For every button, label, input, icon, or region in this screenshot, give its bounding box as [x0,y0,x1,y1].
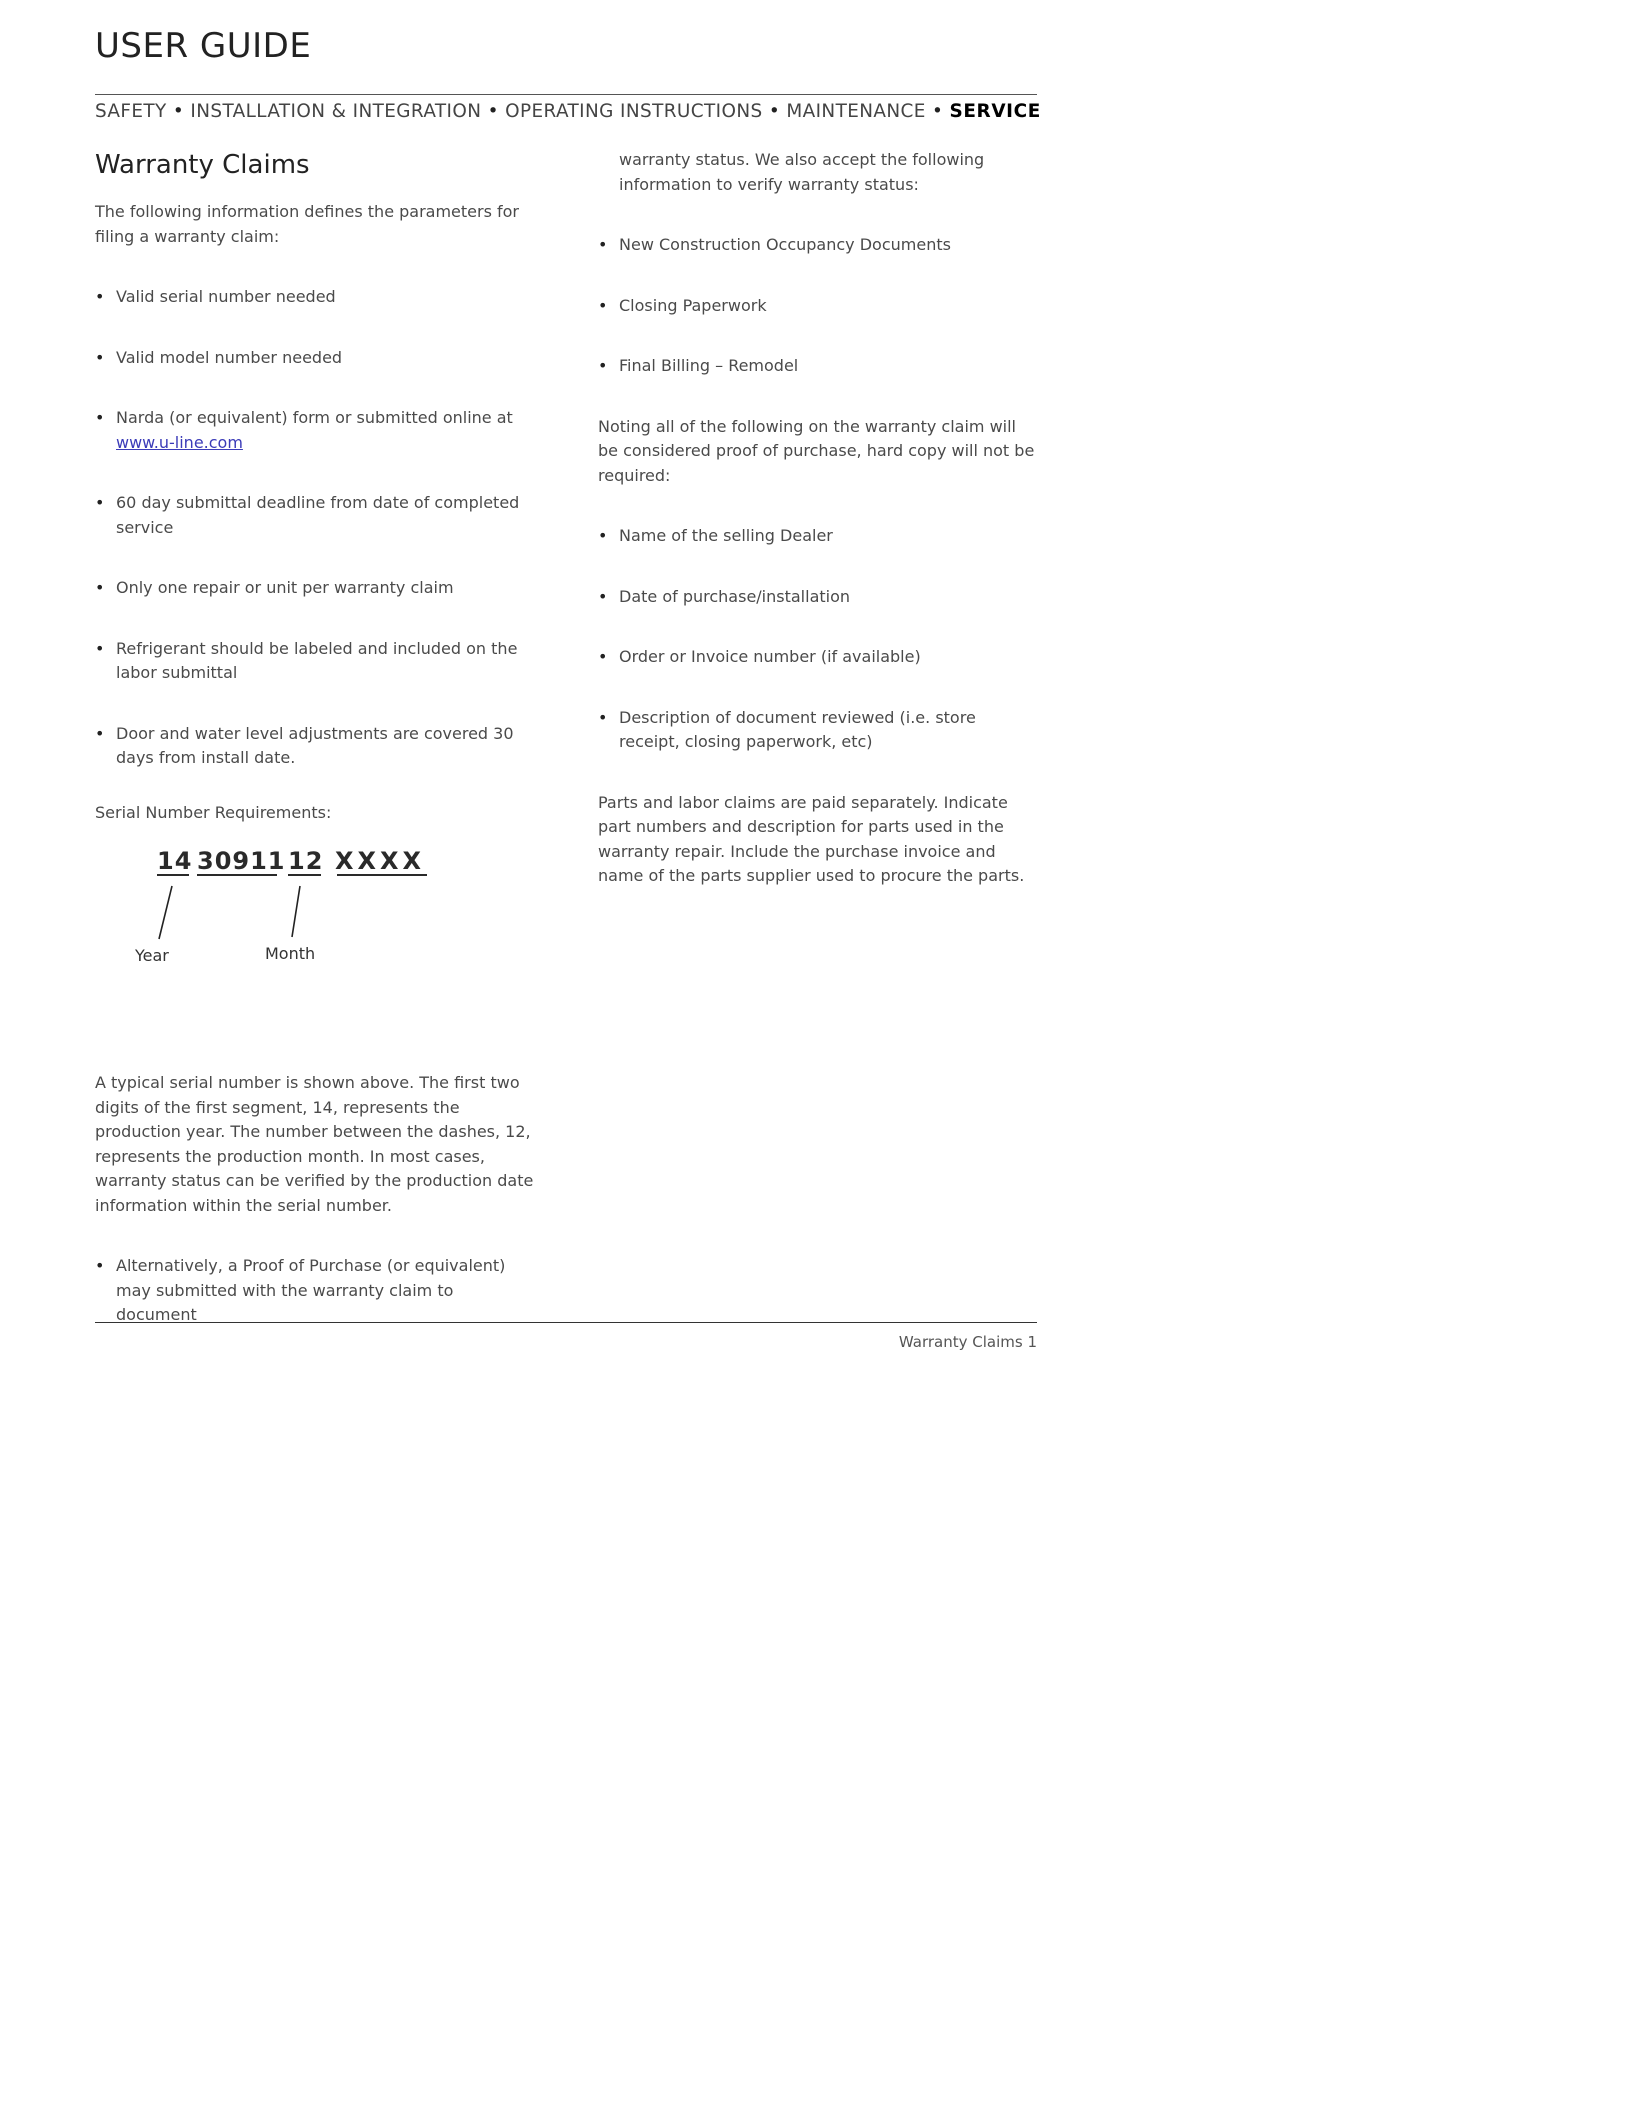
list-item: • Valid model number needed [95,346,535,371]
right-column [598,148,1038,925]
nav-item-operating: OPERATING INSTRUCTIONS [505,101,763,122]
serial-segment-year: 14 [157,847,193,875]
list-item: • Order or Invoice number (if available) [598,645,1038,670]
continuation-text: warranty status. We also accept the following information to verify warranty status: [619,150,985,194]
page-footer: Warranty Claims 1 [898,1333,1037,1351]
proof-list [598,524,1038,755]
accepted-documents-list [598,233,1038,379]
nav-item-installation: INSTALLATION & INTEGRATION [190,101,482,122]
alternative-list [95,1254,535,1328]
year-pointer [159,886,172,939]
document-title: USER GUIDE [95,26,312,66]
serial-segment-month: 12 [288,847,324,875]
month-label: Month [265,944,316,963]
list-item: • Description of document reviewed (i.e. store receipt, closing paperwork, etc) [598,706,1038,755]
nav-separator: • [172,101,185,122]
proof-paragraph: Noting all of the following on the warranty claim will be considered proof of purchase, hard copy will not be required: [598,416,1035,485]
intro-paragraph: The following information defines the parameters for filing a warranty claim: [95,202,520,246]
nav-separator: • [768,101,781,122]
list-item: • Alternatively, a Proof of Purchase (or equivalent) may submitted with the warranty claim to document [95,1254,535,1328]
list-item: • Narda (or equivalent) form or submitted online at www.u-line.com [95,406,535,455]
parts-paragraph: Parts and labor claims are paid separately. Indicate part numbers and description for parts used in the warranty repair. Include the purchase invoice and name of the parts supplier used to procure the parts. [598,792,1025,885]
left-column [95,148,535,1328]
list-item: • Only one repair or unit per warranty claim [95,576,535,601]
list-item: • Closing Paperwork [598,294,1038,319]
nav-item-safety: SAFETY [95,101,167,122]
footer-divider [95,1322,1037,1323]
requirements-list [95,285,535,771]
u-line-link[interactable]: www.u-line.com [116,432,243,452]
serial-segment-suffix: XXXX [335,847,426,875]
list-item: • Door and water level adjustments are covered 30 days from install date. [95,722,535,771]
nav-separator: • [932,101,944,122]
section-title: Warranty Claims [95,150,310,180]
list-item: • Refrigerant should be labeled and included on the labor submittal [95,637,535,686]
list-item: • Name of the selling Dealer [598,524,1038,549]
nav-item-service: SERVICE [949,101,1041,122]
list-item: • Date of purchase/installation [598,585,1038,610]
section-nav [95,101,1041,125]
header-divider [95,94,1037,95]
list-item: • New Construction Occupancy Documents [598,233,1038,258]
nav-item-maintenance: MAINTENANCE [786,101,926,122]
list-item: • 60 day submittal deadline from date of completed service [95,491,535,540]
serial-explanation: A typical serial number is shown above. The first two digits of the first segment, 14, represents the production year. The number between the dashes, 12, represents the production month. In most cases, warranty status can be verified by the production date information within the serial number. [95,1073,534,1215]
serial-segment-code: 30911 [197,847,286,875]
serial-number-diagram [95,831,535,1011]
year-label: Year [135,946,169,965]
list-item: • Final Billing – Remodel [598,354,1038,379]
month-pointer [292,886,300,937]
list-item: • Valid serial number needed [95,285,535,310]
nav-separator: • [487,101,499,122]
serial-heading: Serial Number Requirements: [95,802,332,822]
